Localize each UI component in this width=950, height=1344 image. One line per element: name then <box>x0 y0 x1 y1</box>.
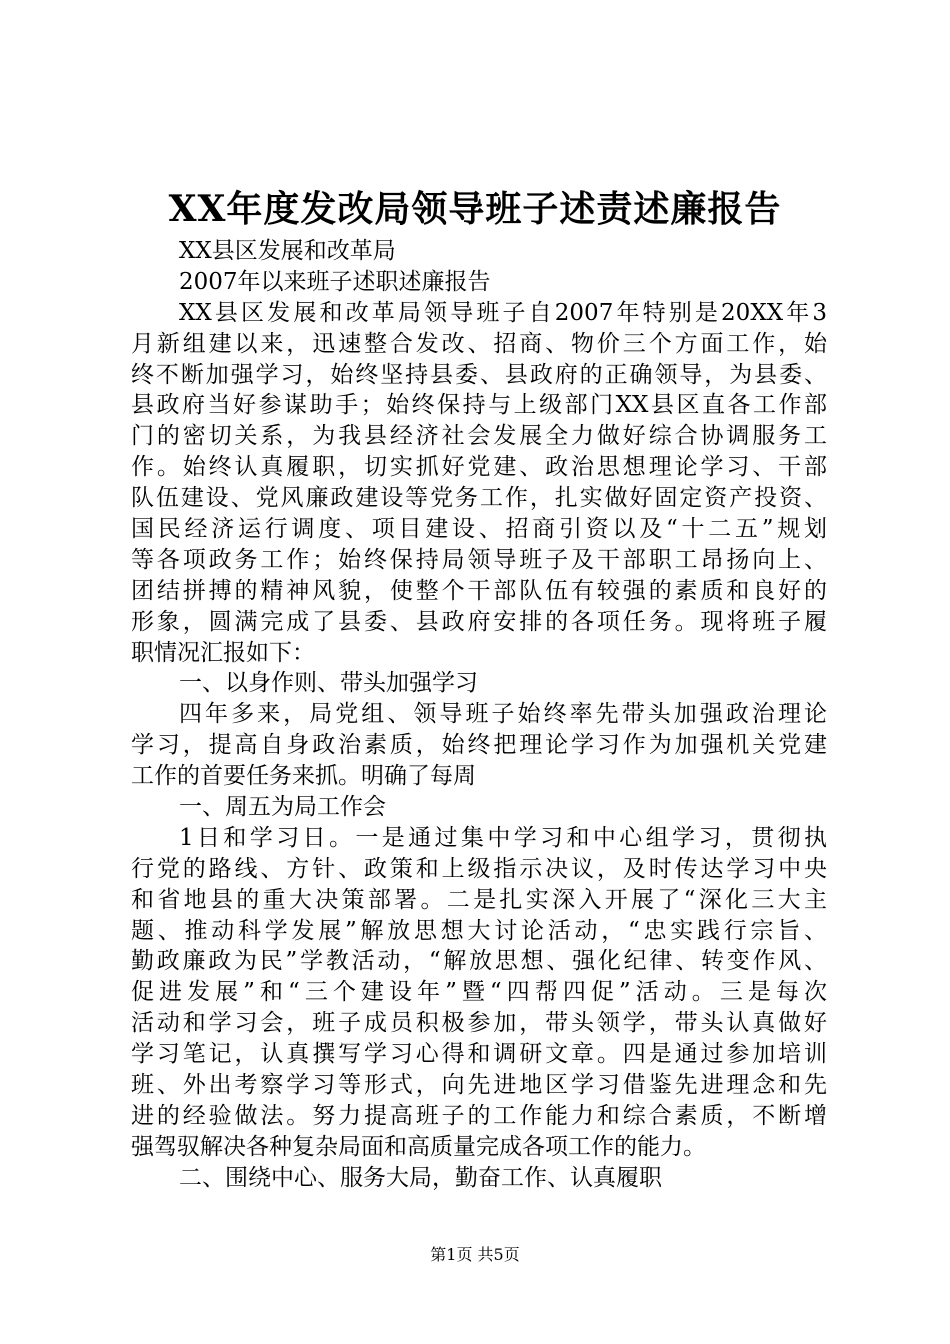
text-line: 学习笔记，认真撰写学习心得和调研文章。四是通过参加培训 <box>131 1041 827 1068</box>
text-line: 促进发展”和“三个建设年”暨“四帮四促”活动。三是每次 <box>131 979 827 1006</box>
text-line: 形象，圆满完成了县委、县政府安排的各项任务。现将班子履 <box>131 608 827 635</box>
text-line: 作。始终认真履职，切实抓好党建、政治思想理论学习、干部 <box>131 454 827 481</box>
text-line: XX县区发展和改革局领导班子自2007年特别是20XX年3 <box>179 299 827 326</box>
text-line: 活动和学习会，班子成员积极参加，带头领学，带头认真做好 <box>131 1010 827 1037</box>
text-line: 2007年以来班子述职述廉报告 <box>179 268 491 295</box>
text-line: 国民经济运行调度、项目建设、招商引资以及“十二五”规划 <box>131 516 827 543</box>
text-line: 行党的路线、方针、政策和上级指示决议，及时传达学习中央 <box>131 855 827 882</box>
text-line: 班、外出考察学习等形式，向先进地区学习借鉴先进理念和先 <box>131 1072 827 1099</box>
text-line: 勤政廉政为民”学教活动，“解放思想、强化纪律、转变作风、 <box>131 948 827 975</box>
text-line: 强驾驭解决各种复杂局面和高质量完成各项工作的能力。 <box>131 1133 706 1160</box>
text-line: 四年多来，局党组、领导班子始终率先带头加强政治理论 <box>179 701 827 728</box>
text-line: 团结拼搏的精神风貌，使整个干部队伍有较强的素质和良好的 <box>131 577 827 604</box>
text-line: 等各项政务工作；始终保持局领导班子及干部职工昂扬向上、 <box>131 546 827 573</box>
text-line: 一、周五为局工作会 <box>179 794 386 821</box>
text-line: 门的密切关系，为我县经济社会发展全力做好综合协调服务工 <box>131 423 827 450</box>
text-line: 学习，提高自身政治素质，始终把理论学习作为加强机关党建 <box>131 732 827 759</box>
text-line: 和省地县的重大决策部署。二是扎实深入开展了“深化三大主 <box>131 886 827 913</box>
text-line: 月新组建以来，迅速整合发改、招商、物价三个方面工作，始 <box>131 330 827 357</box>
text-line: 进的经验做法。努力提高班子的工作能力和综合素质，不断增 <box>131 1102 827 1129</box>
text-line: 终不断加强学习，始终坚持县委、县政府的正确领导，为县委、 <box>131 361 827 388</box>
section-heading: 一、以身作则、带头加强学习 <box>179 670 478 697</box>
text-line: 工作的首要任务来抓。明确了每周 <box>131 763 476 790</box>
text-line: XX县区发展和改革局 <box>179 238 396 264</box>
document-body <box>131 236 827 1194</box>
text-line: 职情况汇报如下： <box>131 639 315 666</box>
text-line: 题、推动科学发展”解放思想大讨论活动，“忠实践行宗旨、 <box>131 917 827 944</box>
document-title: XX年度发改局领导班子述责述廉报告 <box>168 188 782 230</box>
page-number: 第1页 共5页 <box>430 1245 520 1264</box>
section-heading: 二、围绕中心、服务大局，勤奋工作、认真履职 <box>179 1164 662 1191</box>
text-line: 1日和学习日。一是通过集中学习和中心组学习，贯彻执 <box>179 824 827 851</box>
text-line: 队伍建设、党风廉政建设等党务工作，扎实做好固定资产投资、 <box>131 485 827 512</box>
text-line: 县政府当好参谋助手；始终保持与上级部门XX县区直各工作部 <box>131 392 827 419</box>
